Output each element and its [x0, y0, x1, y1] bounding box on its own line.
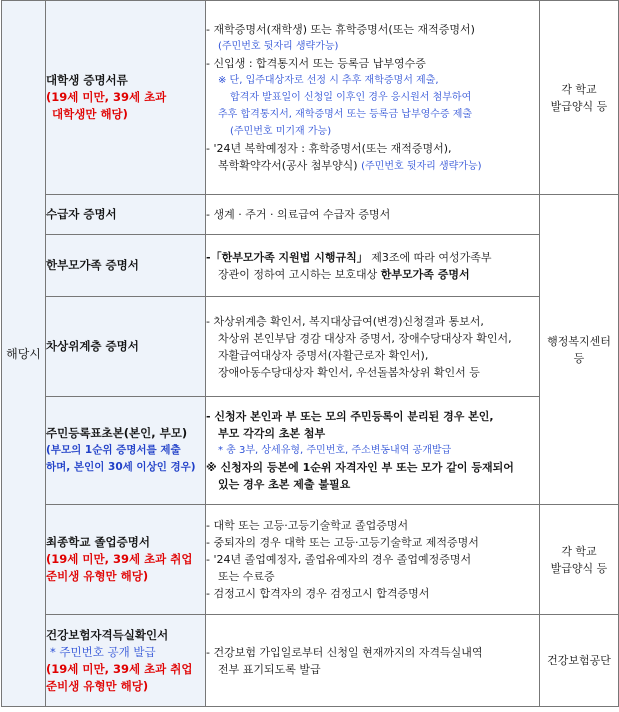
content-line: (주민번호 뒷자리 생략가능) [218, 40, 339, 52]
doc-name: 대학생 증명서류 [46, 73, 128, 87]
content-line: * 총 3부, 상세유형, 주민번호, 주소변동내역 공개발급 [218, 445, 452, 456]
doc-name-cell [46, 297, 206, 397]
table-row [2, 235, 619, 297]
doc-name-cell [46, 195, 206, 235]
content-line: ※ 신청자의 등본에 1순위 자격자인 부 또는 모가 같이 등재되어 [206, 461, 514, 474]
table-row [2, 1, 619, 195]
doc-name-cell [46, 235, 206, 297]
content-line: (주민번호 미기재 가능) [230, 125, 332, 137]
doc-content-cell [206, 195, 540, 235]
doc-name: 최종학교 졸업증명서 [46, 535, 150, 549]
content-line: 있는 경우 초본 제출 불필요 [218, 478, 351, 491]
content-line: 전부 표기되도록 발급 [218, 662, 321, 676]
doc-content-cell [206, 235, 540, 297]
content-line: ※ 단, 입주대상자로 선정 시 추후 재학증명서 제출, [218, 74, 439, 86]
doc-note: 준비생 유형만 해당) [46, 569, 149, 583]
content-line: - 중퇴자의 경우 대학 또는 고등·고등기술학교 제적증명서 [206, 536, 479, 549]
content-line: - 건강보험 가입일로부터 신청일 현재까지의 자격득실내역 [206, 645, 483, 659]
content-line: - 생계 · 주거 · 의료급여 수급자 증명서 [206, 208, 391, 221]
content-line: 자활급여대상자 증명서(자활근로자 확인서), [218, 348, 429, 362]
doc-content-cell [206, 397, 540, 505]
doc-note: (19세 미만, 39세 초과 취업 [46, 552, 193, 566]
doc-content-cell [206, 297, 540, 397]
content-line: - 대학 또는 고등·고등기술학교 졸업증명서 [206, 519, 409, 532]
doc-note: (19세 미만, 39세 초과 취업 [46, 661, 193, 676]
doc-name: 수급자 증명서 [46, 207, 117, 221]
table-row [2, 615, 619, 707]
doc-name-cell [46, 505, 206, 615]
content-line: 부모 각각의 초본 첨부 [218, 427, 326, 440]
doc-content-cell [206, 615, 540, 707]
content-line: - 신입생 : 합격통지서 또는 등록금 납부영수증 [206, 56, 426, 70]
content-line: - '24년 졸업예정자, 졸업유예자의 경우 졸업예정증명서 [206, 553, 472, 566]
content-line: -「한부모가족 지원법 시행규칙」 제3조에 따라 여성가족부 [206, 250, 492, 264]
doc-content-cell [206, 1, 540, 195]
doc-name: 한부모가족 증명서 [46, 258, 139, 272]
doc-name-cell [46, 1, 206, 195]
doc-subnote: * 주민번호 공개 발급 [50, 644, 156, 659]
content-line: - '24년 복학예정자 : 휴학증명서(또는 재적증명서), [206, 141, 452, 155]
content-line: 추후 합격통지서, 재학증명서 또는 등록금 납부영수증 제출 [218, 108, 473, 120]
content-line: 또는 수료증 [218, 570, 275, 583]
doc-note: 준비생 유형만 해당) [46, 678, 149, 693]
doc-note: 하며, 본인이 30세 이상인 경우) [46, 461, 196, 473]
table-row [2, 505, 619, 615]
content-line: - 재학증명서(재학생) 또는 휴학증명서(또는 재적증명서) [206, 22, 475, 36]
content-line: 장관이 정하여 고시하는 보호대상 한부모가족 증명서 [218, 267, 470, 281]
content-line: - 검정고시 합격자의 경우 검정고시 합격증명서 [206, 587, 430, 600]
table-row [2, 297, 619, 397]
content-line: 장애아동수당대상자 확인서, 우선돌봄차상위 확인서 등 [218, 365, 480, 379]
category-cell: 해당시 [2, 1, 46, 707]
doc-note: (19세 미만, 39세 초과 [46, 90, 167, 104]
content-line: 복학확약각서(공사 첨부양식) (주민번호 뒷자리 생략가능) [218, 158, 482, 172]
table-row [2, 397, 619, 505]
issuer-cell: 각 학교 발급양식 등 [540, 1, 619, 195]
document-table [1, 0, 619, 707]
doc-name: 차상위계층 증명서 [46, 339, 139, 353]
content-line: 합격자 발표일이 신청일 이후인 경우 응시원서 첨부하여 [230, 91, 472, 103]
doc-name: 주민등록표초본(본인, 부모) [46, 426, 188, 440]
issuer-cell: 건강보험공단 [540, 615, 619, 707]
issuer-cell: 각 학교 발급양식 등 [540, 505, 619, 615]
doc-content-cell [206, 505, 540, 615]
doc-name-cell [46, 615, 206, 707]
content-line: - 신청자 본인과 부 또는 모의 주민등록이 분리된 경우 본인, [206, 410, 494, 423]
issuer-cell: 행정복지센터 등 [540, 195, 619, 505]
content-line: - 차상위계층 확인서, 복지대상급여(변경)신청결과 통보서, [206, 314, 484, 328]
content-line: 차상위 본인부담 경감 대상자 증명서, 장애수당대상자 확인서, [218, 331, 512, 345]
doc-note: 대학생만 해당) [52, 107, 128, 121]
doc-name-cell [46, 397, 206, 505]
doc-note: (부모의 1순위 증명서를 제출 [46, 444, 181, 456]
doc-name: 건강보험자격득실확인서 [46, 627, 169, 642]
table-row [2, 195, 619, 235]
